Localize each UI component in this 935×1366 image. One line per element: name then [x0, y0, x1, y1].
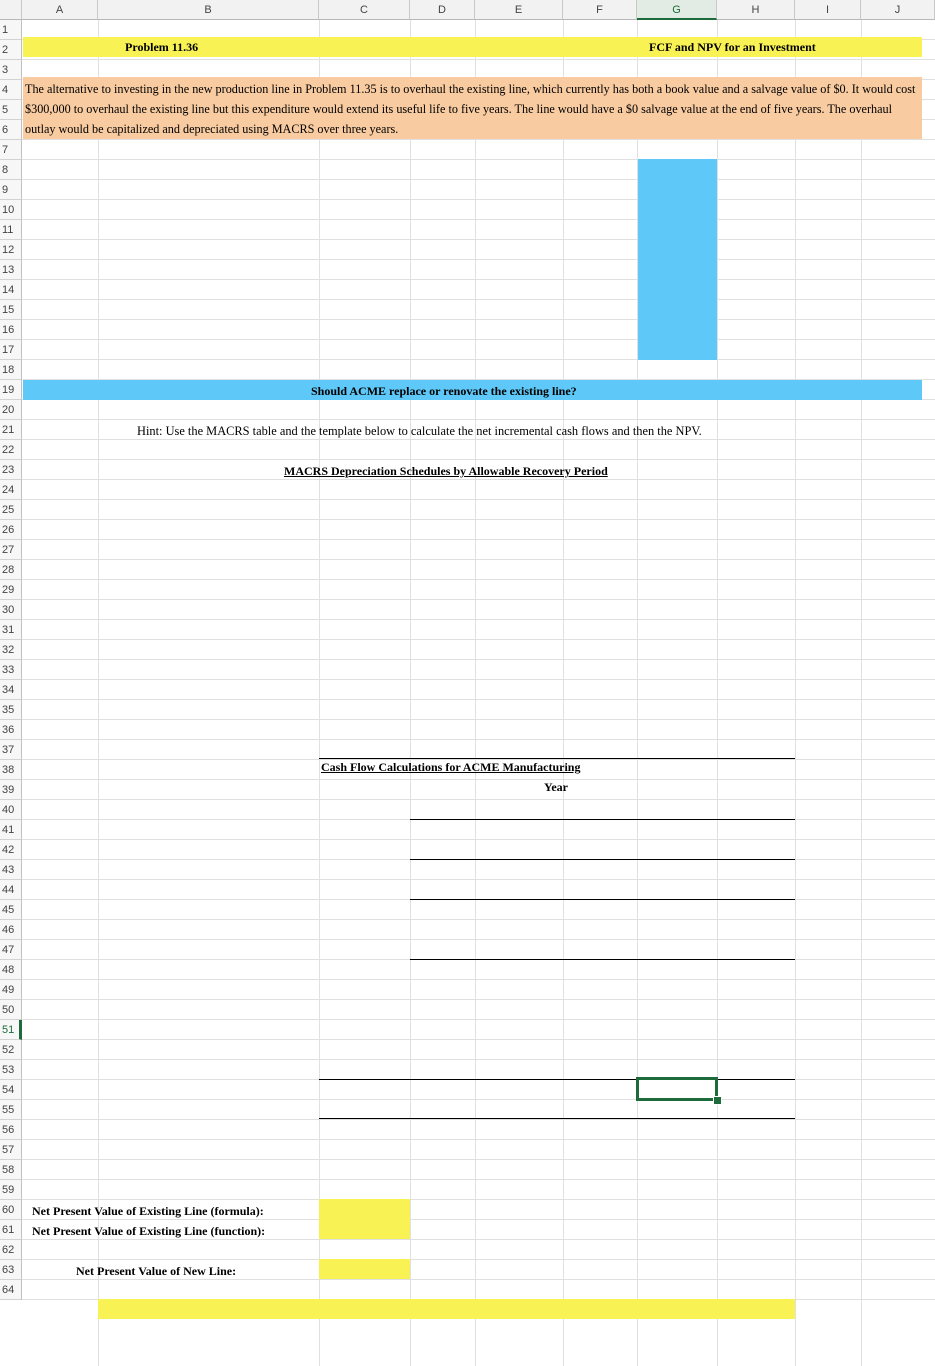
- active-cell-g51[interactable]: [636, 1077, 718, 1101]
- row-header-10[interactable]: 10: [0, 200, 22, 220]
- row-header-34[interactable]: 34: [0, 680, 22, 700]
- row-header-47[interactable]: 47: [0, 940, 22, 960]
- column-header-h[interactable]: H: [717, 0, 795, 20]
- row-header-19[interactable]: 19: [0, 380, 22, 400]
- column-header-d[interactable]: D: [410, 0, 475, 20]
- year-header-rule: [319, 758, 795, 759]
- row-header-8[interactable]: 8: [0, 160, 22, 180]
- column-header-c[interactable]: C: [319, 0, 410, 20]
- select-all-corner[interactable]: [0, 0, 22, 20]
- column-header-f[interactable]: F: [563, 0, 637, 20]
- column-header-e[interactable]: E: [475, 0, 563, 20]
- year-label: Year: [544, 780, 568, 794]
- row-header-40[interactable]: 40: [0, 800, 22, 820]
- row-header-7[interactable]: 7: [0, 140, 22, 160]
- column-header-i[interactable]: I: [795, 0, 861, 20]
- row-header-41[interactable]: 41: [0, 820, 22, 840]
- row-header-32[interactable]: 32: [0, 640, 22, 660]
- row-header-64[interactable]: 64: [0, 1280, 22, 1300]
- question-text: Should ACME replace or renovate the existing line?: [311, 384, 577, 398]
- column-header-g[interactable]: G: [637, 0, 717, 20]
- npv-existing-function-cell[interactable]: [319, 1219, 410, 1239]
- row-header-54[interactable]: 54: [0, 1080, 22, 1100]
- row-header-29[interactable]: 29: [0, 580, 22, 600]
- row-header-3[interactable]: 3: [0, 60, 22, 80]
- row-header-59[interactable]: 59: [0, 1180, 22, 1200]
- row-header-49[interactable]: 49: [0, 980, 22, 1000]
- row-header-43[interactable]: 43: [0, 860, 22, 880]
- row-header-52[interactable]: 52: [0, 1040, 22, 1060]
- row-header-27[interactable]: 27: [0, 540, 22, 560]
- inputs-band[interactable]: [638, 159, 717, 360]
- row-header-17[interactable]: 17: [0, 340, 22, 360]
- row-header-6[interactable]: 6: [0, 120, 22, 140]
- row-header-12[interactable]: 12: [0, 240, 22, 260]
- row-header-58[interactable]: 58: [0, 1160, 22, 1180]
- row-header-33[interactable]: 33: [0, 660, 22, 680]
- row-header-25[interactable]: 25: [0, 500, 22, 520]
- row-header-11[interactable]: 11: [0, 220, 22, 240]
- npv-new-line-label: Net Present Value of New Line:: [76, 1264, 237, 1278]
- row-header-51[interactable]: 51: [0, 1020, 22, 1040]
- row-header-14[interactable]: 14: [0, 280, 22, 300]
- row-header-50[interactable]: 50: [0, 1000, 22, 1020]
- row-header-24[interactable]: 24: [0, 480, 22, 500]
- row-header-1[interactable]: 1: [0, 20, 22, 40]
- subtotal-rule: [410, 959, 795, 960]
- row-header-30[interactable]: 30: [0, 600, 22, 620]
- row-header-13[interactable]: 13: [0, 260, 22, 280]
- row-header-21[interactable]: 21: [0, 420, 22, 440]
- row-header-56[interactable]: 56: [0, 1120, 22, 1140]
- hint-text: Hint: Use the MACRS table and the template below to calculate the net incremental cash flows and then the NPV.: [137, 424, 702, 438]
- row-header-57[interactable]: 57: [0, 1140, 22, 1160]
- row-header-53[interactable]: 53: [0, 1060, 22, 1080]
- subtotal-rule: [410, 899, 795, 900]
- answer-band[interactable]: [98, 1299, 795, 1319]
- row-header-31[interactable]: 31: [0, 620, 22, 640]
- row-header-45[interactable]: 45: [0, 900, 22, 920]
- row-header-4[interactable]: 4: [0, 80, 22, 100]
- npv-new-line-cell[interactable]: [319, 1259, 410, 1279]
- row-header-37[interactable]: 37: [0, 740, 22, 760]
- row-header-20[interactable]: 20: [0, 400, 22, 420]
- npv-existing-formula-cell[interactable]: [319, 1199, 410, 1219]
- row-header-28[interactable]: 28: [0, 560, 22, 580]
- npv-existing-formula-label: Net Present Value of Existing Line (formula):: [32, 1204, 264, 1218]
- npv-existing-function-label: Net Present Value of Existing Line (function):: [32, 1224, 266, 1238]
- row-header-2[interactable]: 2: [0, 40, 22, 60]
- row-header-60[interactable]: 60: [0, 1200, 22, 1220]
- row-header-46[interactable]: 46: [0, 920, 22, 940]
- problem-label: Problem 11.36: [125, 40, 199, 54]
- capex-total-rule: [319, 1079, 795, 1080]
- ncf-rule: [319, 1118, 795, 1119]
- row-header-63[interactable]: 63: [0, 1260, 22, 1280]
- row-header-48[interactable]: 48: [0, 960, 22, 980]
- sheet-title: FCF and NPV for an Investment: [649, 40, 816, 54]
- row-header-9[interactable]: 9: [0, 180, 22, 200]
- column-header-a[interactable]: A: [22, 0, 98, 20]
- row-header-18[interactable]: 18: [0, 360, 22, 380]
- row-header-26[interactable]: 26: [0, 520, 22, 540]
- row-header-23[interactable]: 23: [0, 460, 22, 480]
- subtotal-rule: [410, 819, 795, 820]
- row-header-5[interactable]: 5: [0, 100, 22, 120]
- row-header-44[interactable]: 44: [0, 880, 22, 900]
- row-header-16[interactable]: 16: [0, 320, 22, 340]
- row-header-22[interactable]: 22: [0, 440, 22, 460]
- row-header-42[interactable]: 42: [0, 840, 22, 860]
- row-header-35[interactable]: 35: [0, 700, 22, 720]
- row-header-61[interactable]: 61: [0, 1220, 22, 1240]
- row-header-38[interactable]: 38: [0, 760, 22, 780]
- problem-description: The alternative to investing in the new production line in Problem 11.35 is to overhaul the existing line, which currently has both a book value and a salvage value of $0. It would cost $300,000 to overhaul the existing line but this expenditure would extend its useful life to five years. The line would have a $0 salvage value at the end of five years. The overhaul outlay would be capitalized and depreciated using MACRS over three years.: [25, 82, 916, 136]
- subtotal-rule: [410, 859, 795, 860]
- fill-handle[interactable]: [713, 1096, 722, 1105]
- row-header-55[interactable]: 55: [0, 1100, 22, 1120]
- row-header-15[interactable]: 15: [0, 300, 22, 320]
- column-header-j[interactable]: J: [861, 0, 935, 20]
- column-header-b[interactable]: B: [98, 0, 319, 20]
- row-header-36[interactable]: 36: [0, 720, 22, 740]
- cashflow-title: Cash Flow Calculations for ACME Manufacturing: [321, 760, 581, 774]
- row-header-39[interactable]: 39: [0, 780, 22, 800]
- row-header-62[interactable]: 62: [0, 1240, 22, 1260]
- macrs-title: MACRS Depreciation Schedules by Allowable Recovery Period: [284, 464, 608, 478]
